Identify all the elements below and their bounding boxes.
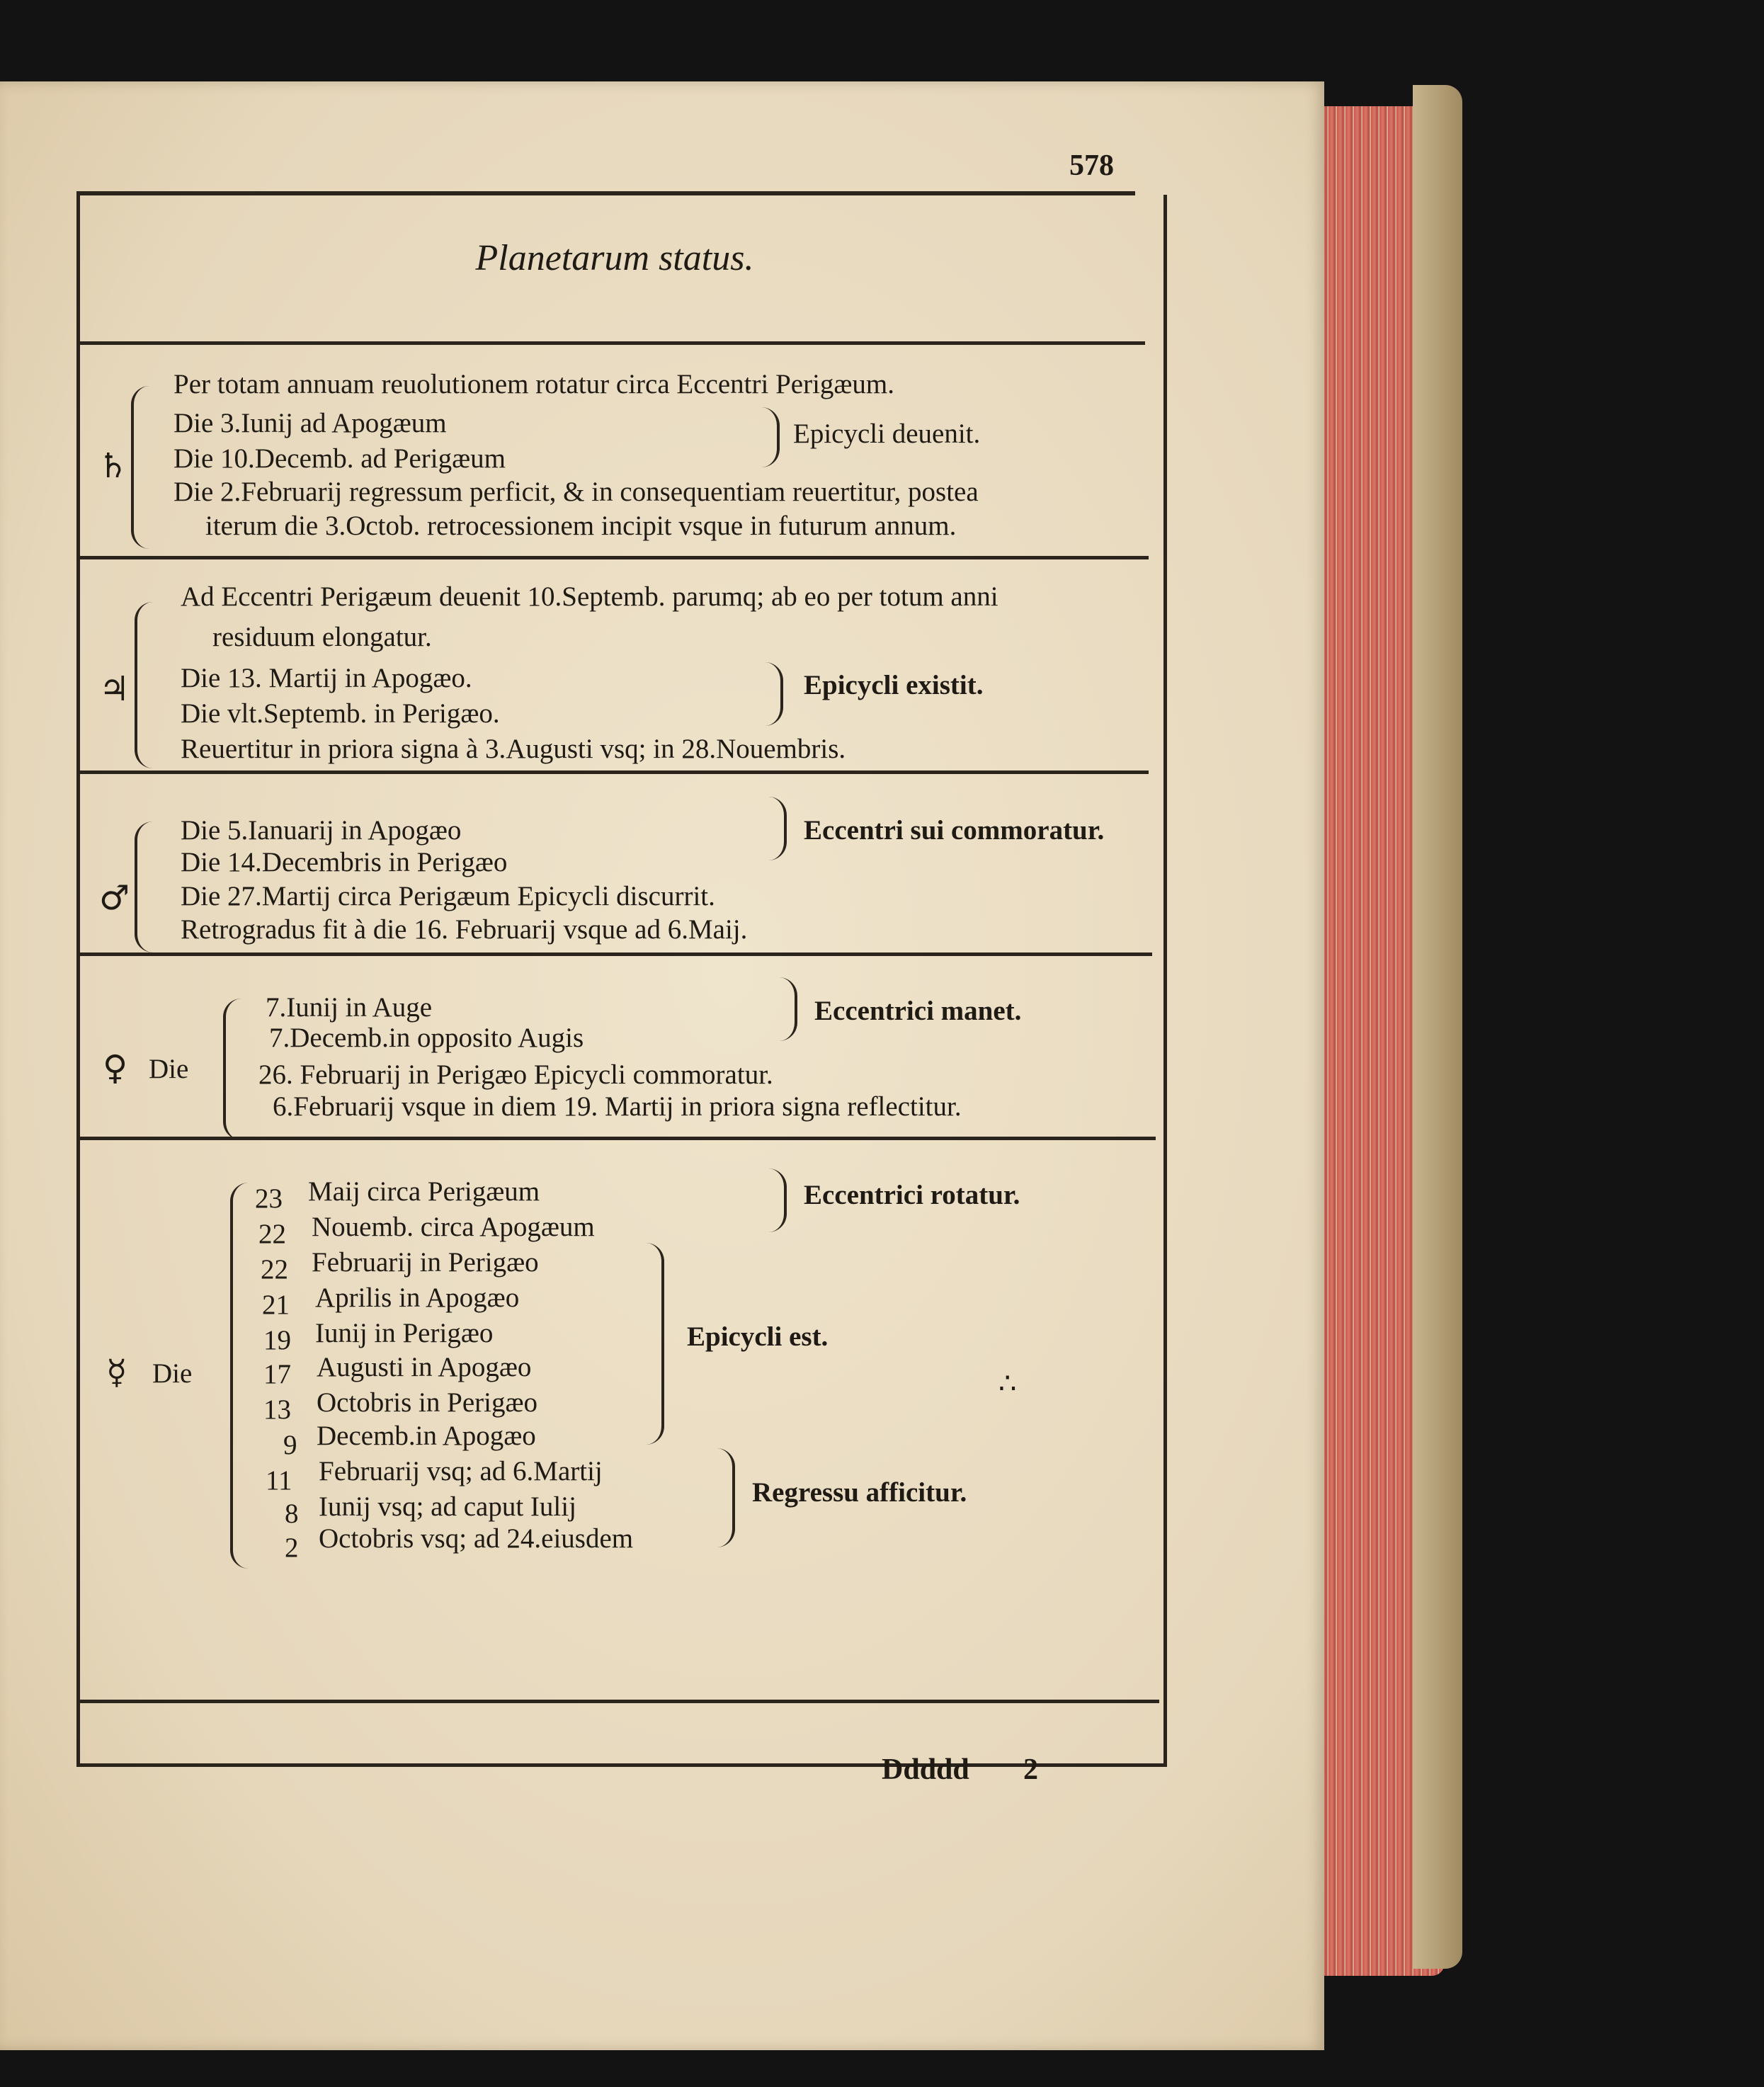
mercury-dots: ∴: [998, 1367, 1017, 1399]
mercury-die: Die: [152, 1358, 193, 1389]
rule-after-jupiter: [79, 770, 1149, 774]
rule-bottom-inner: [79, 1700, 1159, 1703]
venus-line-2: 7.Decemb.in opposito Augis: [269, 1023, 584, 1053]
saturn-line-3: Die 10.Decemb. ad Perigæum: [173, 443, 506, 474]
page-number: 578: [1069, 149, 1114, 182]
saturn-line-4: Die 2.Februarij regressum perficit, & in consequentiam reuertitur, postea: [173, 477, 979, 507]
jupiter-line-2: residuum elongatur.: [212, 622, 432, 652]
jupiter-line-1: Ad Eccentri Perigæum deuenit 10.Septemb. parumq; ab eo per totum anni: [181, 581, 998, 612]
jupiter-symbol: ♃: [99, 669, 130, 709]
mercury-row-day: 9: [283, 1430, 297, 1460]
mercury-row-day: 19: [263, 1325, 291, 1355]
venus-die: Die: [149, 1054, 189, 1084]
mercury-row-day: 17: [263, 1359, 291, 1389]
page-title: Planetarum status.: [475, 238, 754, 278]
mercury-row-day: 22: [261, 1254, 288, 1285]
venus-right-brace: [779, 977, 797, 1041]
mars-brace: [135, 821, 153, 952]
mercury-brace-2: [646, 1243, 664, 1445]
mercury-symbol: ☿: [106, 1353, 127, 1392]
rule-after-saturn: [79, 556, 1149, 559]
saturn-brace: [131, 386, 149, 549]
saturn-brace-text: Epicycli deuenit.: [793, 419, 981, 449]
mercury-row-text: Februarij vsq; ad 6.Martij: [319, 1456, 603, 1486]
mars-right-brace: [768, 797, 787, 860]
venus-line-3: 26. Februarij in Perigæo Epicycli commoratur.: [258, 1059, 773, 1090]
jupiter-line-4: Die vlt.Septemb. in Perigæo.: [181, 698, 500, 729]
mercury-row-text: Maij circa Perigæum: [308, 1176, 540, 1207]
venus-line-4: 6.Februarij vsque in diem 19. Martij in priora signa reflectitur.: [273, 1091, 962, 1122]
mars-line-4: Retrogradus fit à die 16. Februarij vsque ad 6.Maij.: [181, 914, 748, 945]
rule-after-title: [79, 341, 1145, 345]
saturn-line-5: iterum die 3.Octob. retrocessionem incipit vsque in futurum annum.: [205, 511, 957, 541]
rule-after-mars: [79, 952, 1152, 956]
jupiter-brace-text: Epicycli existit.: [804, 670, 984, 700]
mercury-row-day: 13: [263, 1394, 291, 1425]
saturn-line-2: Die 3.Iunij ad Apogæum: [173, 408, 447, 438]
mercury-row-text: Iunij in Perigæo: [315, 1318, 494, 1348]
mercury-row-day: 22: [258, 1219, 286, 1249]
saturn-symbol: ♄: [98, 446, 129, 486]
mercury-row-text: Nouemb. circa Apogæum: [312, 1212, 595, 1242]
mercury-row-day: 21: [262, 1290, 290, 1320]
jupiter-right-brace: [765, 662, 783, 726]
jupiter-line-3: Die 13. Martij in Apogæo.: [181, 663, 472, 693]
jupiter-brace: [135, 602, 153, 768]
saturn-line-1: Per totam annuam reuolutionem rotatur circa Eccentri Perigæum.: [173, 369, 894, 399]
venus-brace-text: Eccentrici manet.: [814, 996, 1022, 1026]
book-cover-edge: [1413, 85, 1462, 1969]
mars-line-1: Die 5.Ianuarij in Apogæo: [181, 815, 462, 846]
mercury-brace: [230, 1183, 249, 1569]
mercury-row-text: Octobris in Perigæo: [317, 1387, 537, 1418]
mercury-brace-3: [717, 1448, 735, 1547]
mercury-row-text: Decemb.in Apogæo: [317, 1421, 536, 1451]
mercury-row-text: Februarij in Perigæo: [312, 1247, 539, 1278]
saturn-right-brace: [761, 407, 780, 467]
signature-mark: 2: [1023, 1753, 1038, 1786]
mercury-row-text: Augusti in Apogæo: [317, 1352, 532, 1382]
mercury-row-day: 11: [266, 1465, 292, 1496]
venus-line-1: 7.Iunij in Auge: [266, 992, 433, 1023]
mercury-row-day: 2: [285, 1532, 299, 1563]
mars-line-2: Die 14.Decembris in Perigæo: [181, 847, 508, 877]
jupiter-line-5: Reuertitur in priora signa à 3.Augusti vsq; in 28.Nouembris.: [181, 734, 846, 764]
catchword: Ddddd: [882, 1753, 969, 1786]
mercury-brace-1: [768, 1168, 787, 1232]
mercury-brace-2-text: Epicycli est.: [687, 1321, 829, 1352]
mercury-row-day: 23: [255, 1183, 283, 1214]
mercury-brace-1-text: Eccentrici rotatur.: [804, 1180, 1020, 1210]
mercury-row-day: 8: [285, 1499, 299, 1529]
mars-brace-text: Eccentri sui commoratur.: [804, 815, 1105, 846]
mercury-row-text: Aprilis in Apogæo: [315, 1283, 520, 1313]
venus-symbol: ♀: [103, 1048, 128, 1088]
mercury-row-text: Octobris vsq; ad 24.eiusdem: [319, 1523, 634, 1554]
venus-brace: [223, 999, 241, 1140]
mars-line-3: Die 27.Martij circa Perigæum Epicycli discurrit.: [181, 881, 715, 911]
mercury-brace-3-text: Regressu afficitur.: [752, 1477, 967, 1508]
mercury-row-text: Iunij vsq; ad caput Iulij: [319, 1491, 576, 1522]
mars-symbol: ♂: [99, 878, 130, 918]
